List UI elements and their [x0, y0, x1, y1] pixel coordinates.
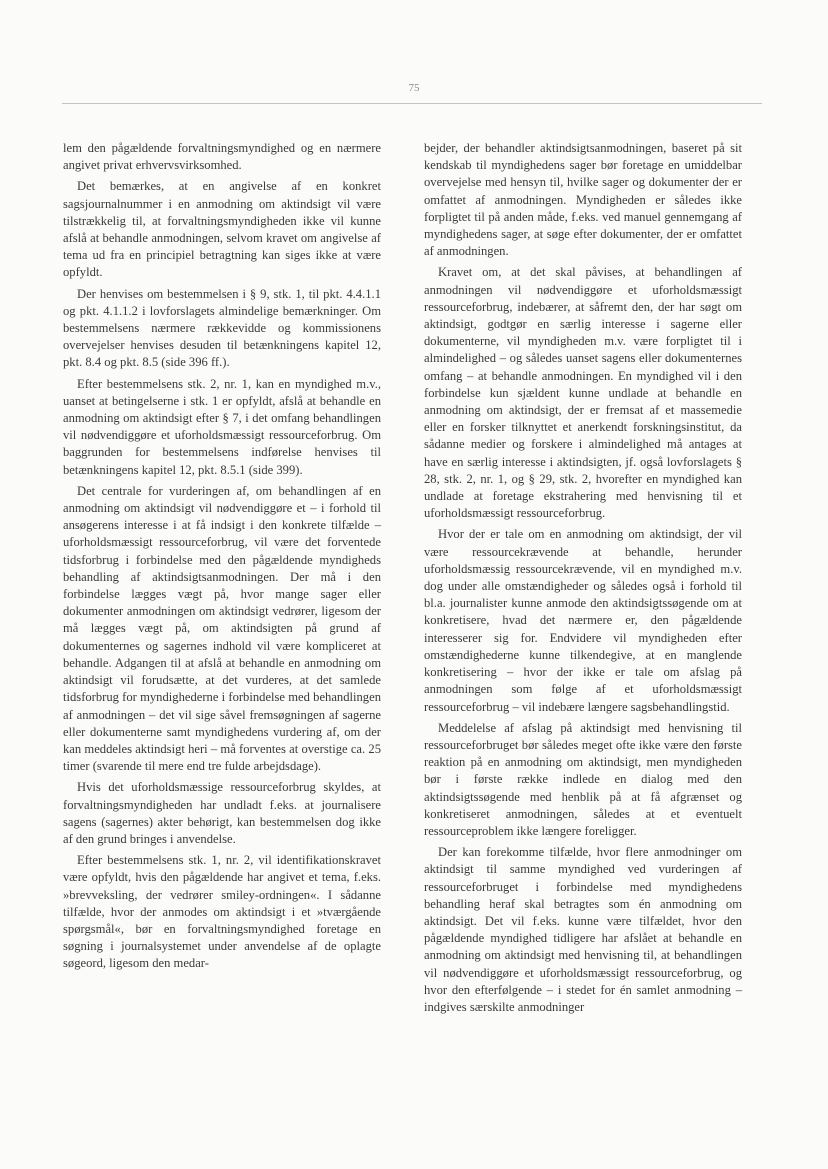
paragraph: Kravet om, at det skal påvises, at behandlingen af anmodningen vil nødvendiggøre et uforholdsmæssigt ressourceforbrug, indebærer, at såfremt den, der har søgt om aktindsigt, godtgør en særlig interesse i sagerne eller dokumenterne, vil myndigheden m.v. være forpligtet til i almindelighed – og således uanset sagens eller dokumenternes omfang – at behandle anmodningen. En myndighed vil i den forbindelse kun sjældent kunne undlade at behandle en anmodning om aktindsigt, der er fremsat af et massemedie eller en forsker tilknyttet et anerkendt forskningsinstitut, da sådanne medier og forskere i almindelighed må antages at have en særlig interesse i aktindsigten, jf. også lovforslagets § 28, stk. 2, nr. 1, og § 29, stk. 2, hvorefter en myndighed kan undlade at foretage ekstrahering med henvisning til et uforholdsmæssigt ressourceforbrug. [424, 265, 742, 521]
right-column [424, 140, 742, 1020]
paragraph: Efter bestemmelsens stk. 2, nr. 1, kan en myndighed m.v., uanset at betingelserne i stk. 1 er opfyldt, afslå at behandle en anmodning om aktindsigt efter § 7, i det omfang behandlingen vil nødvendiggøre et uforholdsmæssigt ressourceforbrug. Om baggrunden for bestemmelsens indførelse henvises til betænkningens kapitel 12, pkt. 8.5.1 (side 399). [63, 376, 381, 477]
paragraph: Meddelelse af afslag på aktindsigt med henvisning til ressourceforbruget bør således meget ofte ikke være den første reaktion på en anmodning om aktindsigt, men myndigheden bør i første række indlede en dialog med den aktindsigtssøgende med henblik på at få afgrænset og konkretiseret anmodningen, således at et eventuelt ressourceproblem ikke længere foreligger. [424, 720, 742, 838]
paragraph: lem den pågældende forvaltningsmyndighed og en nærmere angivet privat erhvervsvirksomhed. [63, 141, 381, 173]
paragraph: Der henvises om bestemmelsen i § 9, stk. 1, til pkt. 4.4.1.1 og pkt. 4.1.1.2 i lovforslagets almindelige bemærkninger. Om bestemmelsens nærmere rækkevidde og kommissionens overvejelser henvises desuden til betænkningens kapitel 12, pkt. 8.4 og pkt. 8.5 (side 396 ff.). [63, 286, 381, 370]
paragraph: Det centrale for vurderingen af, om behandlingen af en anmodning om aktindsigt vil nødvendiggøre et – i forhold til ansøgerens interesse i at få indsigt i den konkrete tilfælde – uforholdsmæssigt ressourceforbrug, vil være det forventede tidsforbrug i forbindelse med den pågældende myndigheds behandling af aktindsigtsanmodningen. Der må i den forbindelse lægges vægt på, hvor mange sager eller dokumenter anmodningen om aktindsigt vedrører, ligesom der må lægges vægt på, om aktindsigten på grund af dokumenternes og sagernes indhold vil være kompliceret at behandle. Adgangen til at afslå at behandle en anmodning om aktindsigt vil forudsætte, at det vurderes, at det samlede tidsforbrug for myndighederne i forbindelse med behandlingen af anmodningen – det vil sige såvel fremsøgningen af sagerne eller dokumenterne samt myndighedens vurdering af, om der kan meddeles aktindsigt heri – må forventes at overstige ca. 25 timer (svarende til mere end tre fulde arbejdsdage). [63, 483, 381, 774]
left-column [63, 140, 381, 977]
header-rule [62, 103, 762, 104]
page-number: 75 [408, 82, 420, 94]
paragraph: bejder, der behandler aktindsigtsanmodningen, baseret på sit kendskab til myndighedens sager bør foretage en umiddelbar overvejelse med hensyn til, hvilke sager og dokumenter der er omfattet af anmodningen. Myndigheden er således ikke forpligtet til på anden måde, f.eks. ved manuel gennemgang af myndighedens sager, at søge efter dokumenter, der er omfattet af anmodningen. [424, 141, 742, 259]
paragraph: Efter bestemmelsens stk. 1, nr. 2, vil identifikationskravet være opfyldt, hvis den pågældende har angivet et tema, f.eks. »brevveksling, der vedrører smiley-ordningen«. I sådanne tilfælde, hvor der anmodes om aktindsigt i et »tværgående spørgsmål«, bør en forvaltningsmyndighed foretage en søgning i journalsystemet under anvendelse af de oplagte søgeord, ligesom den medar- [63, 853, 381, 971]
paragraph: Hvis det uforholdsmæssige ressourceforbrug skyldes, at forvaltningsmyndigheden har undladt f.eks. at journalisere sagens (sagernes) akter behørigt, kan bestemmelsen dog ikke af den grund bringes i anvendelse. [63, 780, 381, 846]
paragraph: Det bemærkes, at en angivelse af en konkret sagsjournalnummer i en anmodning om aktindsigt vil være tilstrækkelig til, at forvaltningsmyndigheden ikke vil kunne afslå at behandle anmodningen, selvom kravet om angivelse af tema ud fra en principiel betragtning kan siges ikke at være opfyldt. [63, 179, 381, 280]
paragraph: Der kan forekomme tilfælde, hvor flere anmodninger om aktindsigt til samme myndighed ved vurderingen af ressourceforbruget i forbindelse med myndighedens behandling heraf skal betragtes som én anmodning om aktindsigt. Det vil f.eks. kunne være tilfældet, hvor den pågældende myndighed tidligere har afslået at behandle en anmodning om aktindsigt med henvisning til, at behandlingen vil nødvendiggøre et uforholdsmæssigt ressourceforbrug, og hvor den efterfølgende – i stedet for én samlet anmodning – indgives særskilte anmodninger [424, 845, 742, 1014]
paragraph: Hvor der er tale om en anmodning om aktindsigt, der vil være ressourcekrævende at behandle, herunder uforholdsmæssig ressourcekrævende, vil en myndighed m.v. dog under alle omstændigheder og således også i forhold til bl.a. journalister kunne anmode den aktindsigtssøgende om at konkretisere, hvad det nærmere er, den pågældende interesserer sig for. Endvidere vil myndigheden efter omstændighederne kunne tilkendegive, at en manglende konkretisering – hvor der ikke er tale om afslag på anmodningen som følge af et uforholdsmæssigt ressourceforbrug – vil indebære længere sagsbehandlingstid. [424, 527, 742, 714]
